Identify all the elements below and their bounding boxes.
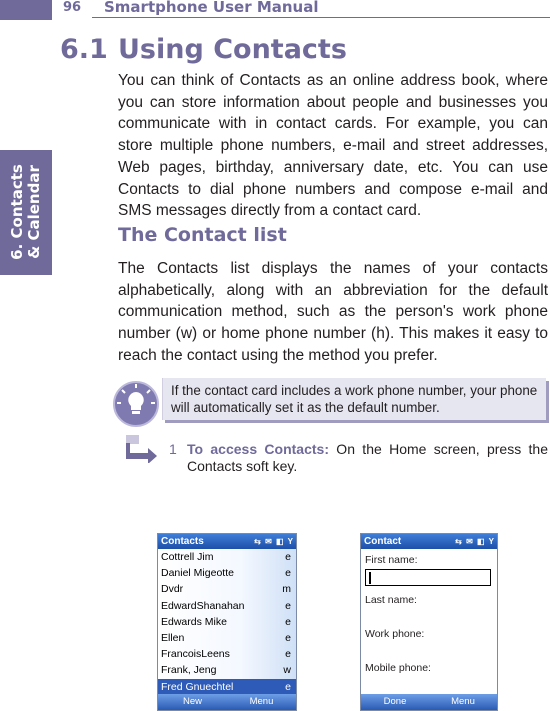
status-icons: ⇆ ✉ ◧ Y: [455, 537, 495, 546]
note-box: [162, 378, 546, 420]
contact-name: Daniel Migeotte: [161, 567, 234, 580]
chapter-side-tab: [0, 150, 52, 275]
work-phone-field[interactable]: [365, 642, 493, 660]
contact-method-badge: e: [285, 631, 291, 644]
contact-row[interactable]: [158, 646, 296, 662]
contact-method-badge: e: [285, 648, 291, 661]
page-header: [0, 0, 550, 24]
chapter-label-line2: & Calendar: [25, 165, 43, 259]
chapter-label: [9, 152, 43, 272]
contact-method-badge: e: [285, 551, 291, 563]
page-number: 96: [52, 0, 92, 18]
menu-soft-key[interactable]: Menu: [451, 696, 475, 707]
subsection-body: The Contacts list displays the names of your contacts alphabetically, along with an abbreviation for the default communication method, such as the person's work phone number (w) or home phone number (h). This makes it easy to reach the contact using the method you prefer.: [118, 260, 548, 364]
contact-method-badge: e: [285, 567, 291, 580]
new-soft-key[interactable]: New: [182, 696, 202, 707]
contact-name: FrancoisLeens: [161, 648, 230, 661]
contact-row[interactable]: [158, 581, 296, 597]
arrow-icon: [124, 433, 160, 463]
contacts-list: [158, 549, 296, 695]
section-intro: You can think of Contacts as an online address book, where you can store information about people and businesses you communicate with in contact cards. For example, you can store multiple phone numbers, e-mail and street addresses, Web pages, birthday, anniversary date, etc. You can use Contacts to dial phone numbers and compose e-mail and SMS messages directly from a contact card.: [118, 72, 548, 220]
chapter-label-line1: 6. Contacts: [8, 164, 26, 260]
mobile-phone-label: Mobile phone:: [365, 662, 431, 674]
contact-form: [361, 549, 497, 679]
menu-soft-key[interactable]: Menu: [249, 696, 274, 707]
section-heading: [60, 34, 347, 65]
contact-name: Fred Gnuechtel: [161, 680, 234, 693]
status-icons: ⇆ ✉ ◧ Y: [254, 537, 294, 546]
step-body: On the Home screen, press the Contacts soft key.: [187, 441, 548, 474]
contact-method-badge: w: [283, 664, 291, 677]
contacts-list-screenshot: [157, 533, 297, 711]
contact-name: Dvdr: [161, 583, 184, 596]
step-lead: To access Contacts:: [187, 441, 329, 457]
first-name-field[interactable]: [365, 569, 491, 586]
contact-row[interactable]: [158, 614, 296, 630]
contact-form-screenshot: [360, 533, 498, 711]
step-number: 1: [169, 441, 177, 457]
first-name-label: First name:: [365, 554, 418, 566]
contact-row[interactable]: [158, 630, 296, 646]
note-text: If the contact card includes a work phone number, your phone will automatically set it as the default number.: [171, 383, 538, 415]
screen-title: Contacts: [161, 536, 204, 547]
contact-name: Ellen: [161, 631, 185, 644]
contact-row[interactable]: [158, 549, 296, 565]
work-phone-label: Work phone:: [365, 628, 425, 640]
header-tab-block: [0, 0, 52, 20]
contact-method-badge: m: [282, 583, 291, 596]
contact-name: Frank, Jeng: [161, 664, 217, 677]
last-name-field[interactable]: [365, 608, 493, 626]
contact-method-badge: e: [285, 599, 291, 612]
contact-name: EdwardShanahan: [161, 599, 245, 612]
step-text: [187, 441, 548, 475]
lightbulb-icon: [111, 379, 161, 429]
contact-row[interactable]: [158, 565, 296, 581]
contact-row[interactable]: [158, 662, 296, 678]
contact-method-badge: e: [285, 615, 291, 628]
text-cursor: [369, 572, 371, 584]
done-soft-key[interactable]: Done: [383, 696, 407, 707]
contact-name: Edwards Mike: [161, 615, 227, 628]
contact-row[interactable]: [158, 598, 296, 614]
contact-method-badge: e: [285, 680, 291, 693]
soft-key-bar: [361, 694, 497, 710]
last-name-label: Last name:: [365, 594, 417, 606]
manual-title: Smartphone User Manual: [104, 0, 319, 16]
contact-title-bar: [361, 534, 497, 549]
contact-name: Cottrell Jim: [161, 551, 214, 563]
contact-row[interactable]: [158, 679, 296, 695]
section-number: 6.1: [60, 34, 108, 65]
contacts-title-bar: [158, 534, 296, 549]
screen-title: Contact: [364, 536, 402, 547]
section-title: Using Contacts: [118, 34, 347, 65]
soft-key-bar: [158, 694, 296, 710]
subsection-heading: The Contact list: [118, 224, 287, 246]
